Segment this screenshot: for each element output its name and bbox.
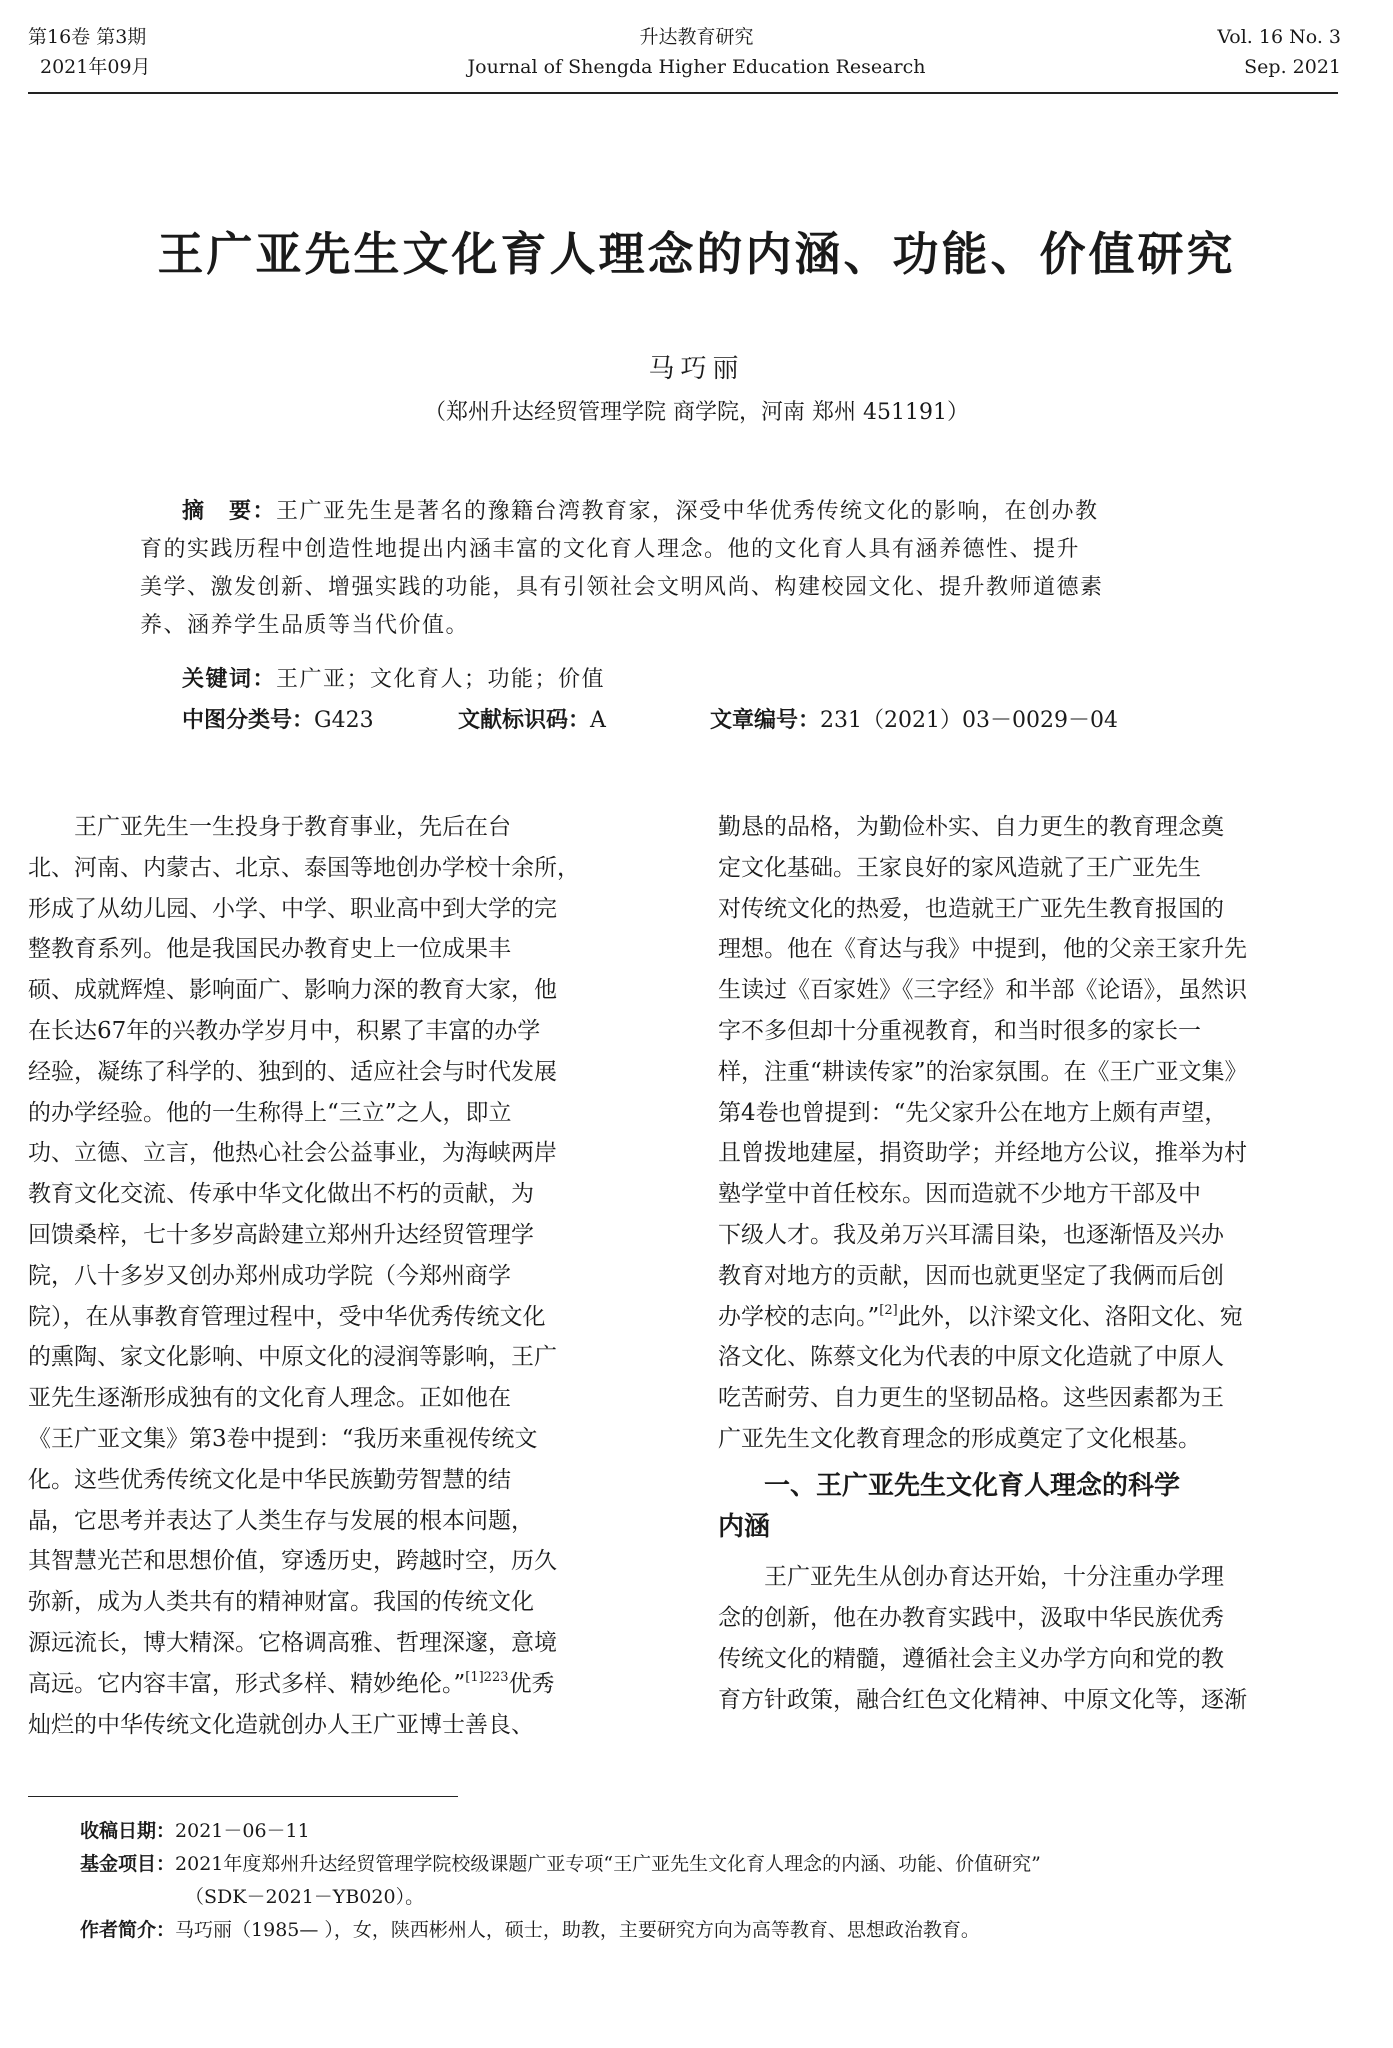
- author-name: 马巧丽: [648, 354, 745, 384]
- body-line: 洛文化、陈蔡文化为代表的中原文化造就了中原人: [718, 1344, 1224, 1371]
- journal-name-en: Journal of Shengda Higher Education Research: [467, 56, 926, 78]
- body-line: 院，八十多岁又创办郑州成功学院（今郑州商学: [28, 1262, 511, 1289]
- footnote-divider: [28, 1796, 458, 1797]
- article-number-label: 文章编号：: [710, 708, 821, 733]
- body-line: 吃苦耐劳、自力更生的坚韧品格。这些因素都为王: [718, 1385, 1224, 1412]
- author-affiliation: （郑州升达经贸管理学院 商学院，河南 郑州 451191）: [424, 400, 969, 425]
- body-line: 晶，它思考并表达了人类生存与发展的根本问题，: [28, 1507, 534, 1534]
- section-heading: 一、王广亚先生文化育人理念的科学: [764, 1470, 1181, 1501]
- body-line: 念的创新，他在办教育实践中，汲取中华民族优秀: [718, 1605, 1224, 1632]
- body-line: 亚先生逐渐形成独有的文化育人理念。正如他在: [28, 1385, 511, 1412]
- keywords: [182, 662, 605, 698]
- clc-label: 中图分类号：: [182, 708, 315, 733]
- body-line: 经验，凝练了科学的、独到的、适应社会与时代发展: [28, 1058, 557, 1085]
- body-line: 的办学经验。他的一生称得上“三立”之人，即立: [28, 1099, 512, 1126]
- body-line: 形成了从幼儿园、小学、中学、职业高中到大学的完: [28, 895, 557, 922]
- body-line: 理想。他在《育达与我》中提到，他的父亲王家升先: [718, 936, 1247, 963]
- doc-code: A: [590, 708, 606, 733]
- abstract-label: 摘 要：: [182, 499, 277, 524]
- body-line: 下级人才。我及弟万兴耳濡目染，也逐渐悟及兴办: [718, 1221, 1224, 1248]
- body-line: 广亚先生文化教育理念的形成奠定了文化根基。: [718, 1425, 1201, 1452]
- received-date: 2021－06－11: [175, 1820, 310, 1842]
- publication-date-en: Sep. 2021: [1244, 56, 1341, 78]
- abstract-line: 王广亚先生是著名的豫籍台湾教育家，深受中华优秀传统文化的影响，在创办教: [276, 499, 1099, 524]
- fund-label: 基金项目：: [80, 1853, 176, 1875]
- header-divider: [28, 92, 1338, 94]
- body-line: 办学校的志向。”[2]此外，以汴梁文化、洛阳文化、宛: [718, 1302, 1243, 1330]
- body-line: 院），在从事教育管理过程中，受中华优秀传统文化: [28, 1303, 546, 1330]
- body-line: 整教育系列。他是我国民办教育史上一位成果丰: [28, 936, 511, 963]
- volume-issue-en: Vol. 16 No. 3: [1217, 26, 1341, 48]
- body-line: 其智慧光芒和思想价值，穿透历史，跨越时空，历久: [28, 1548, 557, 1575]
- body-line: 王广亚先生从创办育达开始，十分注重办学理: [764, 1564, 1224, 1591]
- body-line: 且曾拨地建屋，捐资助学；并经地方公议，推举为村: [718, 1140, 1247, 1167]
- body-line: 功、立德、立言，他热心社会公益事业，为海峡两岸: [28, 1140, 557, 1167]
- keywords-text: 王广亚；文化育人；功能；价值: [276, 667, 606, 692]
- body-line: 王广亚先生一生投身于教育事业，先后在台: [74, 814, 511, 840]
- article-number: 231（2021）03－0029－04: [820, 708, 1118, 733]
- body-line: 硕、成就辉煌、影响面广、影响力深的教育大家，他: [28, 977, 557, 1004]
- footnotes: [80, 1815, 1041, 1947]
- body-line: 生读过《百家姓》《三字经》和半部《论语》，虽然识: [718, 977, 1247, 1004]
- body-line: 字不多但却十分重视教育，和当时很多的家长一: [718, 1017, 1201, 1044]
- clc-number: G423: [314, 708, 374, 733]
- body-line: 弥新，成为人类共有的精神财富。我国的传统文化: [28, 1589, 534, 1616]
- body-column-left: [28, 807, 666, 1745]
- body-line: 对传统文化的热爱，也造就王广亚先生教育报国的: [718, 895, 1224, 922]
- body-line: 高远。它内容丰富，形式多样、精妙绝伦。”$^{[1]223}$优秀: [28, 1669, 555, 1697]
- doc-code-label: 文献标识码：: [458, 708, 591, 733]
- body-line: 塾学堂中首任校东。因而造就不少地方干部及中: [718, 1181, 1201, 1208]
- volume-issue: 第16卷 第3期: [28, 26, 147, 48]
- body-line: 回馈桑梓，七十多岁高龄建立郑州升达经贸管理学: [28, 1221, 534, 1248]
- keywords-label: 关键词：: [182, 667, 277, 692]
- body-line: 教育对地方的贡献，因而也就更坚定了我俩而后创: [718, 1262, 1224, 1289]
- citation-ref[interactable]: [2]: [879, 1302, 898, 1318]
- body-line: 源远流长，博大精深。它格调高雅、哲理深邃，意境: [28, 1629, 557, 1656]
- body-line: 化。这些优秀传统文化是中华民族勤劳智慧的结: [28, 1466, 511, 1493]
- body-line: 育方针政策，融合红色文化精神、中原文化等，逐渐: [718, 1686, 1247, 1713]
- body-line: 传统文化的精髓，遵循社会主义办学方向和党的教: [718, 1645, 1224, 1672]
- body-line: 教育文化交流、传承中华文化做出不朽的贡献，为: [28, 1181, 534, 1208]
- section-heading-cont: 内涵: [718, 1511, 771, 1542]
- paper-title: 王广亚先生文化育人理念的内涵、功能、价值研究: [157, 227, 1236, 281]
- body-line: 灿烂的中华传统文化造就创办人王广亚博士善良、: [28, 1711, 534, 1738]
- body-column-right: [718, 807, 1356, 1721]
- received-label: 收稿日期：: [80, 1820, 176, 1842]
- publication-date: 2021年09月: [40, 56, 151, 78]
- body-line: 定文化基础。王家良好的家风造就了王广亚先生: [718, 854, 1201, 881]
- abstract-line: 养、涵养学生品质等当代价值。: [140, 613, 470, 638]
- journal-volume-en: [1217, 22, 1341, 82]
- journal-name-cn: 升达教育研究: [639, 26, 754, 48]
- citation-ref[interactable]: [1]223: [465, 1669, 509, 1685]
- body-line: 第4卷也曾提到：“先父家升公在地方上颇有声望，: [718, 1099, 1228, 1126]
- abstract-line: 育的实践历程中创造性地提出内涵丰富的文化育人理念。他的文化育人具有涵养德性、提升: [140, 537, 1081, 562]
- journal-name: [0, 22, 1393, 82]
- body-line: 样，注重“耕读传家”的治家氛围。在《王广亚文集》: [718, 1058, 1248, 1085]
- fund-text: 2021年度郑州升达经贸管理学院校级课题广亚专项“王广亚先生文化育人理念的内涵、功能、价值研究”: [175, 1853, 1041, 1875]
- body-line: 北、河南、内蒙古、北京、泰国等地创办学校十余所，: [28, 854, 580, 881]
- abstract: [140, 493, 1265, 645]
- fund-text-cont: （SDK－2021－YB020）。: [185, 1886, 425, 1908]
- body-line: 的熏陶、家文化影响、中原文化的浸润等影响，王广: [28, 1344, 557, 1371]
- author-bio: 马巧丽（1985— ），女，陕西彬州人，硕士，助教，主要研究方向为高等教育、思想政治教育。: [175, 1919, 980, 1941]
- abstract-line: 美学、激发创新、增强实践的功能，具有引领社会文明风尚、构建校园文化、提升教师道德素: [140, 575, 1104, 600]
- body-line: 《王广亚文集》第3卷中提到：“我历来重视传统文: [28, 1425, 538, 1452]
- bio-label: 作者简介：: [80, 1919, 176, 1941]
- body-line: 勤恳的品格，为勤俭朴实、自力更生的教育理念奠: [718, 814, 1224, 840]
- body-line: 在长达67年的兴教办学岁月中，积累了丰富的办学: [28, 1017, 541, 1044]
